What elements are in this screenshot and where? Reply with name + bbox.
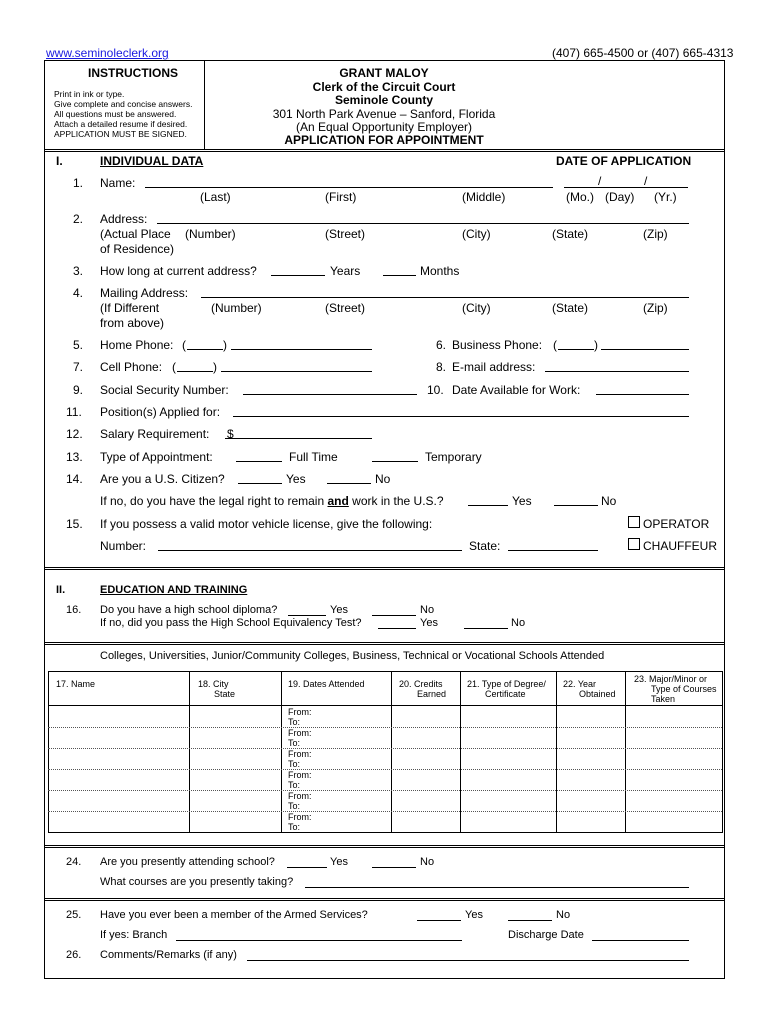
section2-left-rule [44,567,45,979]
position-field[interactable] [233,416,689,417]
section2-number: II. [56,584,66,596]
section2-divider [44,845,724,848]
full-time-field[interactable] [236,461,282,462]
mailing-sub-label: (If Different [100,301,160,315]
q7-number: 7. [73,360,84,374]
discharge-date-label: Discharge Date [508,929,584,941]
col-header-state: State [214,689,236,699]
equal-opportunity: (An Equal Opportunity Employer) [295,120,473,134]
citizen-no-field[interactable] [327,483,371,484]
license-number-label: Number: [100,539,147,553]
mailing-street-caption: (Street) [325,301,366,315]
salary-field[interactable] [225,438,372,439]
q14-number: 14. [66,472,83,486]
date-slash: / [644,174,648,188]
date-of-application-field[interactable] [564,187,688,188]
home-phone-field[interactable] [231,349,372,350]
date-year-caption: (Yr.) [654,190,677,204]
operator-label: OPERATOR [643,517,710,531]
instructions-title: INSTRUCTIONS [88,66,178,80]
table-col-rule [556,671,557,833]
q13-number: 13. [66,450,83,464]
armed-yes-label: Yes [465,909,483,921]
paren: ) [223,338,227,352]
dates-to-label: To: [288,822,301,832]
how-long-label: How long at current address? [100,264,257,278]
q6-number: 6. [436,338,447,352]
diploma-no-label: No [420,604,435,616]
clerk-name: GRANT MALOY [339,66,429,80]
q25-number: 25. [66,909,82,921]
address-label: Address: [100,212,148,226]
address-state-caption: (State) [552,227,589,241]
name-field[interactable] [145,187,553,188]
q26-number: 26. [66,949,82,961]
instruction-line: APPLICATION MUST BE SIGNED. [54,129,187,139]
branch-label: If yes: Branch [100,929,168,941]
table-col-rule [281,671,282,833]
mailing-state-caption: (State) [552,301,589,315]
county-name: Seminole County [334,93,433,107]
operator-checkbox[interactable] [628,516,640,528]
dates-from-label: From: [288,791,312,801]
months-label: Months [420,264,460,278]
mailing-sub-label: from above) [100,316,165,330]
table-row-rule [48,790,722,791]
ged-yes-label: Yes [420,617,438,629]
colleges-title: Colleges, Universities, Junior/Community Colleges, Business, Technical or Vocational Schools Attended [100,650,605,662]
q15-number: 15. [66,517,83,531]
address-zip-caption: (Zip) [643,227,668,241]
paren: ( [172,360,176,374]
ged-yes-field[interactable] [378,628,416,629]
phone-numbers: (407) 665-4500 or (407) 665-4313 [552,46,734,60]
salary-label: Salary Requirement: [100,427,210,441]
paren: ) [594,338,598,352]
legal-right-no-field[interactable] [554,505,598,506]
section1-left-rule [44,149,45,569]
armed-no-field[interactable] [508,920,552,921]
legal-right-question [100,494,444,508]
section2-divider [44,898,724,901]
license-number-field[interactable] [158,550,462,551]
legal-right-yes-label: Yes [512,494,532,508]
armed-no-label: No [556,909,571,921]
address-city-caption: (City) [462,227,491,241]
diploma-yes-label: Yes [330,604,348,616]
table-col-rule [722,671,723,833]
dates-from-label: From: [288,749,312,759]
legal-right-yes-field[interactable] [468,505,508,506]
armed-yes-field[interactable] [417,920,461,921]
address-field[interactable] [157,223,689,224]
dates-from-label: From: [288,707,312,717]
col-header-courses: Type of Courses [651,684,717,694]
business-phone-label: Business Phone: [452,338,543,352]
business-phone-field[interactable] [601,349,689,350]
years-field[interactable] [271,275,325,276]
comments-field[interactable] [247,960,689,961]
current-courses-label: What courses are you presently taking? [100,876,294,888]
legal-right-text: If no, do you have the legal right to remain [100,494,328,508]
col-header-earned: Earned [417,689,447,699]
section2-divider [44,642,724,645]
date-available-field[interactable] [596,394,689,395]
date-month-caption: (Mo.) [566,190,594,204]
q24-number: 24. [66,856,82,868]
form-title: APPLICATION FOR APPOINTMENT [284,133,484,147]
ged-no-field[interactable] [464,628,508,629]
dates-from-label: From: [288,728,312,738]
dates-to-label: To: [288,780,301,790]
table-col-rule [391,671,392,833]
citizen-yes-label: Yes [286,472,306,486]
header-right-rule [724,60,725,150]
cell-phone-field[interactable] [221,371,372,372]
attending-yes-field[interactable] [287,867,327,868]
header-top-rule [44,60,724,61]
dates-to-label: To: [288,717,301,727]
home-phone-label: Home Phone: [100,338,174,352]
mailing-address-field[interactable] [201,297,689,298]
col-header-degree: 21. Type of Degree/ [467,679,546,689]
ssn-field[interactable] [243,394,417,395]
legal-right-no-label: No [601,494,617,508]
col-header-city: 18. City [198,679,229,689]
table-row-rule [48,811,722,812]
ged-no-label: No [511,617,526,629]
diploma-yes-field[interactable] [288,615,326,616]
table-row-rule [48,748,722,749]
q8-number: 8. [436,360,447,374]
address-sub-label: of Residence) [100,242,175,256]
full-time-label: Full Time [289,450,338,464]
dates-from-label: From: [288,812,312,822]
table-top-rule [48,671,722,672]
table-col-rule [189,671,190,833]
cell-phone-area-code-field[interactable] [177,371,213,372]
citizen-no-label: No [375,472,391,486]
license-state-label: State: [469,539,501,553]
name-middle-caption: (Middle) [462,190,506,204]
form-bottom-rule [44,978,725,979]
q1-number: 1. [73,176,84,190]
mailing-city-caption: (City) [462,301,491,315]
legal-right-and: and [327,494,349,508]
citizen-label: Are you a U.S. Citizen? [100,472,225,486]
paren: ) [213,360,217,374]
cell-phone-label: Cell Phone: [100,360,163,374]
section2-title: EDUCATION AND TRAINING [100,584,248,596]
mailing-address-label: Mailing Address: [100,286,189,300]
chauffeur-checkbox[interactable] [628,538,640,550]
name-first-caption: (First) [325,190,357,204]
attending-yes-label: Yes [330,856,348,868]
instruction-line: Attach a detailed resume if desired. [54,119,188,129]
col-header-dates: 19. Dates Attended [288,679,365,689]
address-sub-label: (Actual Place [100,227,171,241]
legal-right-text: work in the U.S.? [348,494,444,508]
position-label: Position(s) Applied for: [100,405,221,419]
months-field[interactable] [383,275,416,276]
email-field[interactable] [545,371,689,372]
q12-number: 12. [66,427,83,441]
discharge-date-field[interactable] [592,940,689,941]
col-header-name: 17. Name [56,679,96,689]
name-label: Name: [100,176,136,190]
dates-to-label: To: [288,759,301,769]
section2-right-rule [724,567,725,979]
license-label: If you possess a valid motor vehicle license, give the following: [100,517,433,531]
citizen-yes-field[interactable] [238,483,282,484]
table-col-rule [460,671,461,833]
table-header-rule [48,705,722,706]
dates-from-label: From: [288,770,312,780]
q10-number: 10. [427,383,444,397]
q3-number: 3. [73,264,84,278]
attending-no-label: No [420,856,435,868]
section1-number: I. [56,154,63,168]
ssn-label: Social Security Number: [100,383,229,397]
q4-number: 4. [73,286,84,300]
table-row-rule [48,769,722,770]
table-col-rule [48,671,49,833]
date-day-caption: (Day) [605,190,635,204]
office-address: 301 North Park Avenue – Sanford, Florida [272,107,496,121]
section1-bottom-rule [44,567,724,570]
header-left-rule [44,60,45,150]
q2-number: 2. [73,212,84,226]
date-slash: / [598,174,602,188]
paren: ( [182,338,186,352]
col-header-obtained: Obtained [579,689,616,699]
currency-symbol: $ [227,427,234,441]
q16-number: 16. [66,604,82,616]
col-header-taken: Taken [651,694,676,704]
date-of-application-label: DATE OF APPLICATION [556,154,692,168]
name-last-caption: (Last) [200,190,231,204]
diploma-label: Do you have a high school diploma? [100,604,278,616]
table-bottom-rule [48,832,722,833]
col-header-year: 22. Year [563,679,597,689]
mailing-number-caption: (Number) [211,301,262,315]
license-state-field[interactable] [508,550,598,551]
comments-label: Comments/Remarks (if any) [100,949,237,961]
instruction-line: All questions must be answered. [54,109,177,119]
years-label: Years [330,264,361,278]
date-available-label: Date Available for Work: [452,383,581,397]
email-label: E-mail address: [452,360,536,374]
col-header-certificate: Certificate [485,689,526,699]
clerk-office: Clerk of the Circuit Court [312,80,456,94]
business-phone-area-code-field[interactable] [558,349,594,350]
col-header-credits: 20. Credits [399,679,443,689]
col-header-major: 23. Major/Minor or [634,674,708,684]
attending-no-field[interactable] [372,867,416,868]
table-col-rule [625,671,626,833]
dates-to-label: To: [288,738,301,748]
mailing-zip-caption: (Zip) [643,301,668,315]
table-row-rule [48,727,722,728]
paren: ( [553,338,557,352]
section1-title: INDIVIDUAL DATA [100,154,204,168]
address-number-caption: (Number) [185,227,236,241]
appointment-type-label: Type of Appointment: [100,450,213,464]
temporary-label: Temporary [425,450,482,464]
address-street-caption: (Street) [325,227,366,241]
diploma-no-field[interactable] [372,615,416,616]
attending-school-label: Are you presently attending school? [100,856,275,868]
instruction-line: Give complete and concise answers. [54,99,193,109]
armed-services-label: Have you ever been a member of the Armed Services? [100,909,368,921]
chauffeur-label: CHAUFFEUR [643,539,717,553]
home-phone-area-code-field[interactable] [187,349,223,350]
temporary-field[interactable] [372,461,418,462]
dates-to-label: To: [288,801,301,811]
header-bottom-rule [44,149,724,152]
q5-number: 5. [73,338,84,352]
ged-label: If no, did you pass the High School Equivalency Test? [100,617,362,629]
website-link[interactable]: www.seminoleclerk.org [46,46,169,60]
section1-right-rule [724,149,725,569]
branch-field[interactable] [176,940,462,941]
instruction-line: Print in ink or type. [54,89,125,99]
q11-number: 11. [66,405,82,419]
current-courses-field[interactable] [305,887,689,888]
q9-number: 9. [73,383,84,397]
